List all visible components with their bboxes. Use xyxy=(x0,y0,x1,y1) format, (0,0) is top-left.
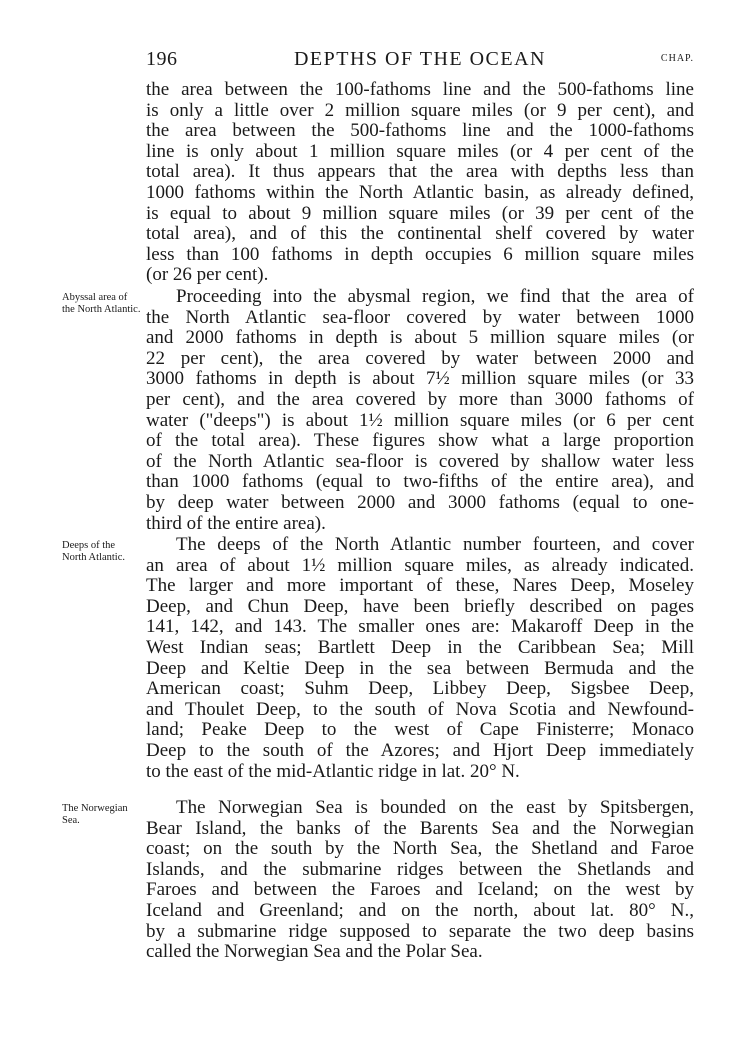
text-line: (or 26 per cent). xyxy=(146,264,269,286)
page-number: 196 xyxy=(146,48,178,70)
text-line: Proceeding into the abysmal region, we find that the area of xyxy=(176,286,694,307)
paragraph-3 xyxy=(146,535,694,782)
text-line: per cent), and the area covered by more than 3000 fathoms of xyxy=(146,388,694,410)
text-line: by a submarine ridge supposed to separate the two deep basins xyxy=(146,920,694,942)
text-line: American coast; Suhm Deep, Libbey Deep, Sigsbee Deep, xyxy=(146,678,694,700)
text-line: Deep and Keltie Deep in the sea between Bermuda and the xyxy=(146,657,694,679)
text-line: of the total area). These figures show what a large proportion xyxy=(146,430,694,452)
sidenote-abyssal-area: Abyssal area of the North Atlantic. xyxy=(62,292,141,315)
text-line: of the North Atlantic sea-floor is covered by shallow water less xyxy=(146,450,694,472)
text-line: an area of about 1½ million square miles, as already indicated. xyxy=(146,554,694,576)
text-line: is equal to about 9 million square miles (or 39 per cent of the xyxy=(146,202,694,224)
paragraph-4 xyxy=(146,798,694,963)
text-line: land; Peake Deep to the west of Cape Finisterre; Monaco xyxy=(146,719,694,741)
paragraph-2 xyxy=(146,287,694,534)
text-line: the area between the 500-fathoms line and the 1000-fathoms xyxy=(146,120,694,142)
text-line: total area), and of this the continental shelf covered by water xyxy=(146,223,694,245)
text-line: Islands, and the submarine ridges between the Shetlands and xyxy=(146,858,694,880)
text-line: line is only about 1 million square miles (or 4 per cent of the xyxy=(146,140,694,162)
text-line: than 1000 fathoms (equal to two-fifths of the entire area), and xyxy=(146,471,694,493)
text-line: water ("deeps") is about 1½ million square miles (or 6 per cent xyxy=(146,409,694,431)
sidenote-deeps: Deeps of the North Atlantic. xyxy=(62,540,125,563)
page-header xyxy=(146,48,694,78)
text-line: Deep to the south of the Azores; and Hjort Deep immediately xyxy=(146,739,694,761)
text-line: Faroes and between the Faroes and Iceland; on the west by xyxy=(146,879,694,901)
text-line: total area). It thus appears that the area with depths less than xyxy=(146,161,694,183)
chapter-mark: CHAP. xyxy=(660,53,694,64)
text-line: Deep, and Chun Deep, have been briefly described on pages xyxy=(146,595,694,617)
text-line: 3000 fathoms in depth is about 7½ million square miles (or 33 xyxy=(146,368,694,390)
text-line: The deeps of the North Atlantic number fourteen, and cover xyxy=(176,534,694,555)
text-line: The Norwegian Sea is bounded on the east by Spitsbergen, xyxy=(176,797,694,818)
text-line: 1000 fathoms within the North Atlantic basin, as already defined, xyxy=(146,181,694,203)
text-line: and Thoulet Deep, to the south of Nova Scotia and Newfound- xyxy=(146,698,694,720)
text-line: 141, 142, and 143. The smaller ones are: Makaroff Deep in the xyxy=(146,616,694,638)
running-head: DEPTHS OF THE OCEAN xyxy=(293,48,547,70)
text-line: and 2000 fathoms in depth is about 5 million square miles (or xyxy=(146,327,694,349)
paragraph-1 xyxy=(146,80,694,286)
text-line: the area between the 100-fathoms line and the 500-fathoms line xyxy=(146,79,694,100)
text-line: Bear Island, the banks of the Barents Sea and the Norwegian xyxy=(146,817,694,839)
text-line: less than 100 fathoms in depth occupies 6 million square miles xyxy=(146,243,694,265)
text-line: 22 per cent), the area covered by water between 2000 and xyxy=(146,347,694,369)
text-line: West Indian seas; Bartlett Deep in the Caribbean Sea; Mill xyxy=(146,636,694,658)
text-line: coast; on the south by the North Sea, the Shetland and Faroe xyxy=(146,838,694,860)
text-line: the North Atlantic sea-floor covered by water between 1000 xyxy=(146,306,694,328)
text-line: The larger and more important of these, Nares Deep, Moseley xyxy=(146,575,694,597)
sidenote-norwegian-sea: The Norwegian Sea. xyxy=(62,803,128,826)
text-line: Iceland and Greenland; and on the north, about lat. 80° N., xyxy=(146,899,694,921)
text-line: called the Norwegian Sea and the Polar Sea. xyxy=(146,941,483,963)
text-line: is only a little over 2 million square miles (or 9 per cent), and xyxy=(146,99,694,121)
text-line: by deep water between 2000 and 3000 fathoms (equal to one- xyxy=(146,491,694,513)
text-line: third of the entire area). xyxy=(146,512,326,534)
text-line: to the east of the mid-Atlantic ridge in lat. 20° N. xyxy=(146,760,520,782)
